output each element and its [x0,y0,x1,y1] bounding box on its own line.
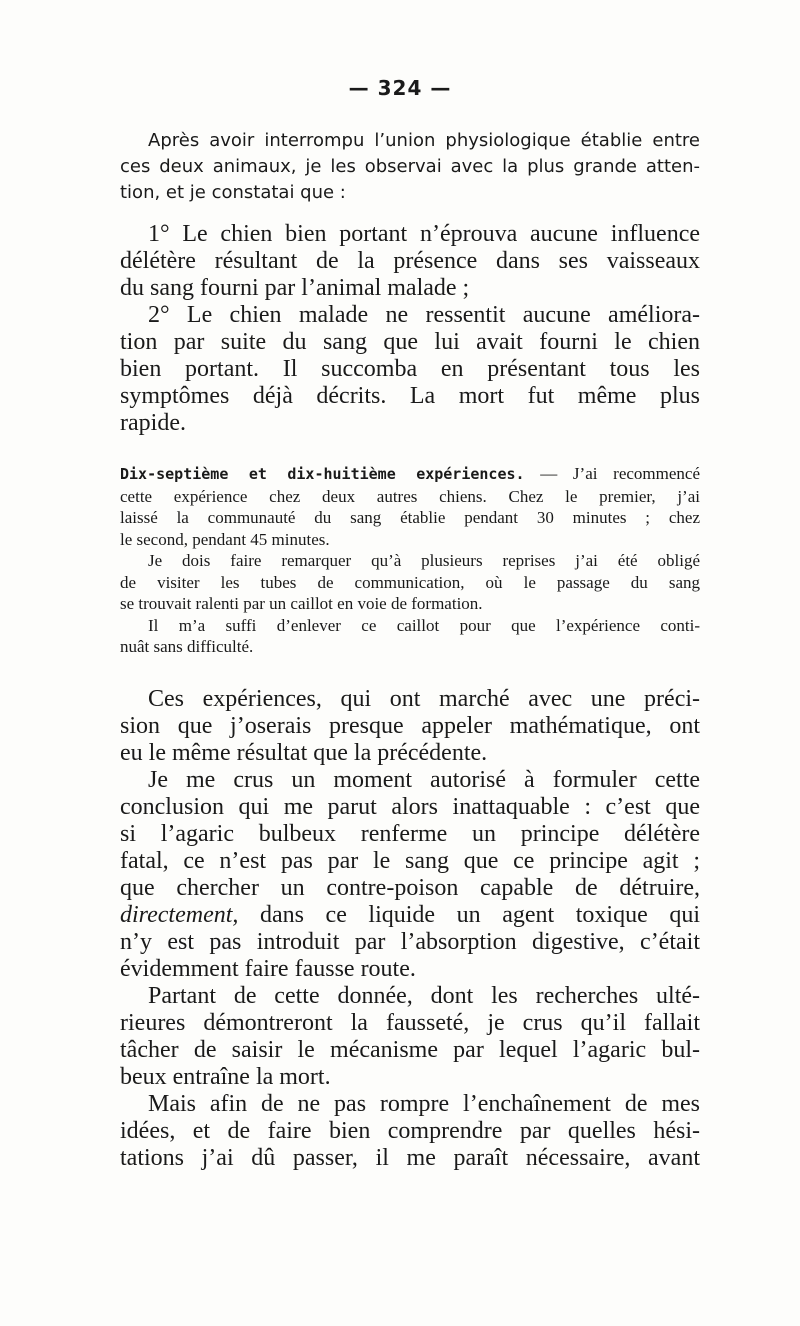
text-line: tâcher de saisir le mécanisme par lequel l’agaric bul- [120,1037,700,1063]
body-paragraphs [120,686,700,1172]
text-line: du sang fourni par l’animal malade ; [120,275,470,301]
text-line: Il m’a suffi d’enlever ce caillot pour que l’expérience conti- [148,615,700,635]
text-line: fatal, ce n’est pas par le sang que ce principe agit ; [120,848,700,874]
text-line: Après avoir interrompu l’union physiologique établie entre [148,130,700,151]
text-line: se trouvait ralenti par un caillot en voie de formation. [120,594,483,613]
text-line: beux entraîne la mort. [120,1064,331,1090]
text-line: ces deux animaux, je les observai avec la plus grande atten- [120,156,700,177]
text-line: le second, pendant 45 minutes. [120,529,330,549]
text-line: cette expérience chez deux autres chiens. Chez le premier, j’ai [120,486,700,506]
text-fragment: — J’ai recommencé [524,464,700,483]
conclusions-paragraph [120,221,700,437]
text-line: conclusion qui me parut alors inattaquable : c’est que [120,794,700,820]
text-line: idées, et de faire bien comprendre par quelles hési- [120,1118,700,1144]
text-line: n’y est pas introduit par l’absorption digestive, c’était [120,929,700,955]
text-line: tion par suite du sang que lui avait fourni le chien [120,329,700,355]
intro-paragraph [120,128,700,206]
text-line: bien portant. Il succomba en présentant tous les [120,356,700,382]
text-line: de visiter les tubes de communication, où le passage du sang [120,572,700,592]
text-line: laissé la communauté du sang établie pendant 30 minutes ; chez [120,508,700,527]
text-line: si l’agaric bulbeux renferme un principe délétère [120,821,700,847]
text-line: rieures démontreront la fausseté, je crus qu’il fallait [120,1010,700,1036]
page-number: — 324 — [348,76,452,100]
text-line: tion, et je constatai que : [120,182,346,203]
text-line: Je me crus un moment autorisé à formuler cette [148,767,700,793]
text-line: 1° Le chien bien portant n’éprouva aucune influence [148,221,700,247]
text-line: Ces expériences, qui ont marché avec une préci- [148,686,700,712]
text-line: Mais afin de ne pas rompre l’enchaînement de mes [148,1091,700,1117]
text-line: que chercher un contre-poison capable de détruire, [120,875,700,901]
experiments-section [120,463,700,658]
section-heading: Dix-septième et dix-huitième expériences. [120,465,525,483]
text-line: Partant de cette donnée, dont les recherches ulté- [148,983,700,1009]
text-line: délétère résultant de la présence dans ses vaisseaux [120,248,700,274]
text-line: tations j’ai dû passer, il me paraît nécessaire, avant [120,1145,700,1171]
text-line: 2° Le chien malade ne ressentit aucune améliora- [148,302,700,328]
italic-word: directement, [120,902,239,928]
experiments-first-line [120,463,700,486]
text-line: évidemment faire fausse route. [120,956,416,982]
text-line: eu le même résultat que la précédente. [120,740,488,766]
text-line: sion que j’oserais presque appeler mathématique, ont [120,713,700,739]
text-line-with-italic [120,902,700,929]
text-line: Je dois faire remarquer qu’à plusieurs reprises j’ai été obligé [148,551,700,570]
text-line: rapide. [120,410,186,436]
text-fragment: dans ce liquide un agent toxique qui [259,902,700,928]
text-line: nuât sans difficulté. [120,637,254,656]
text-line: symptômes déjà décrits. La mort fut même plus [120,383,700,409]
